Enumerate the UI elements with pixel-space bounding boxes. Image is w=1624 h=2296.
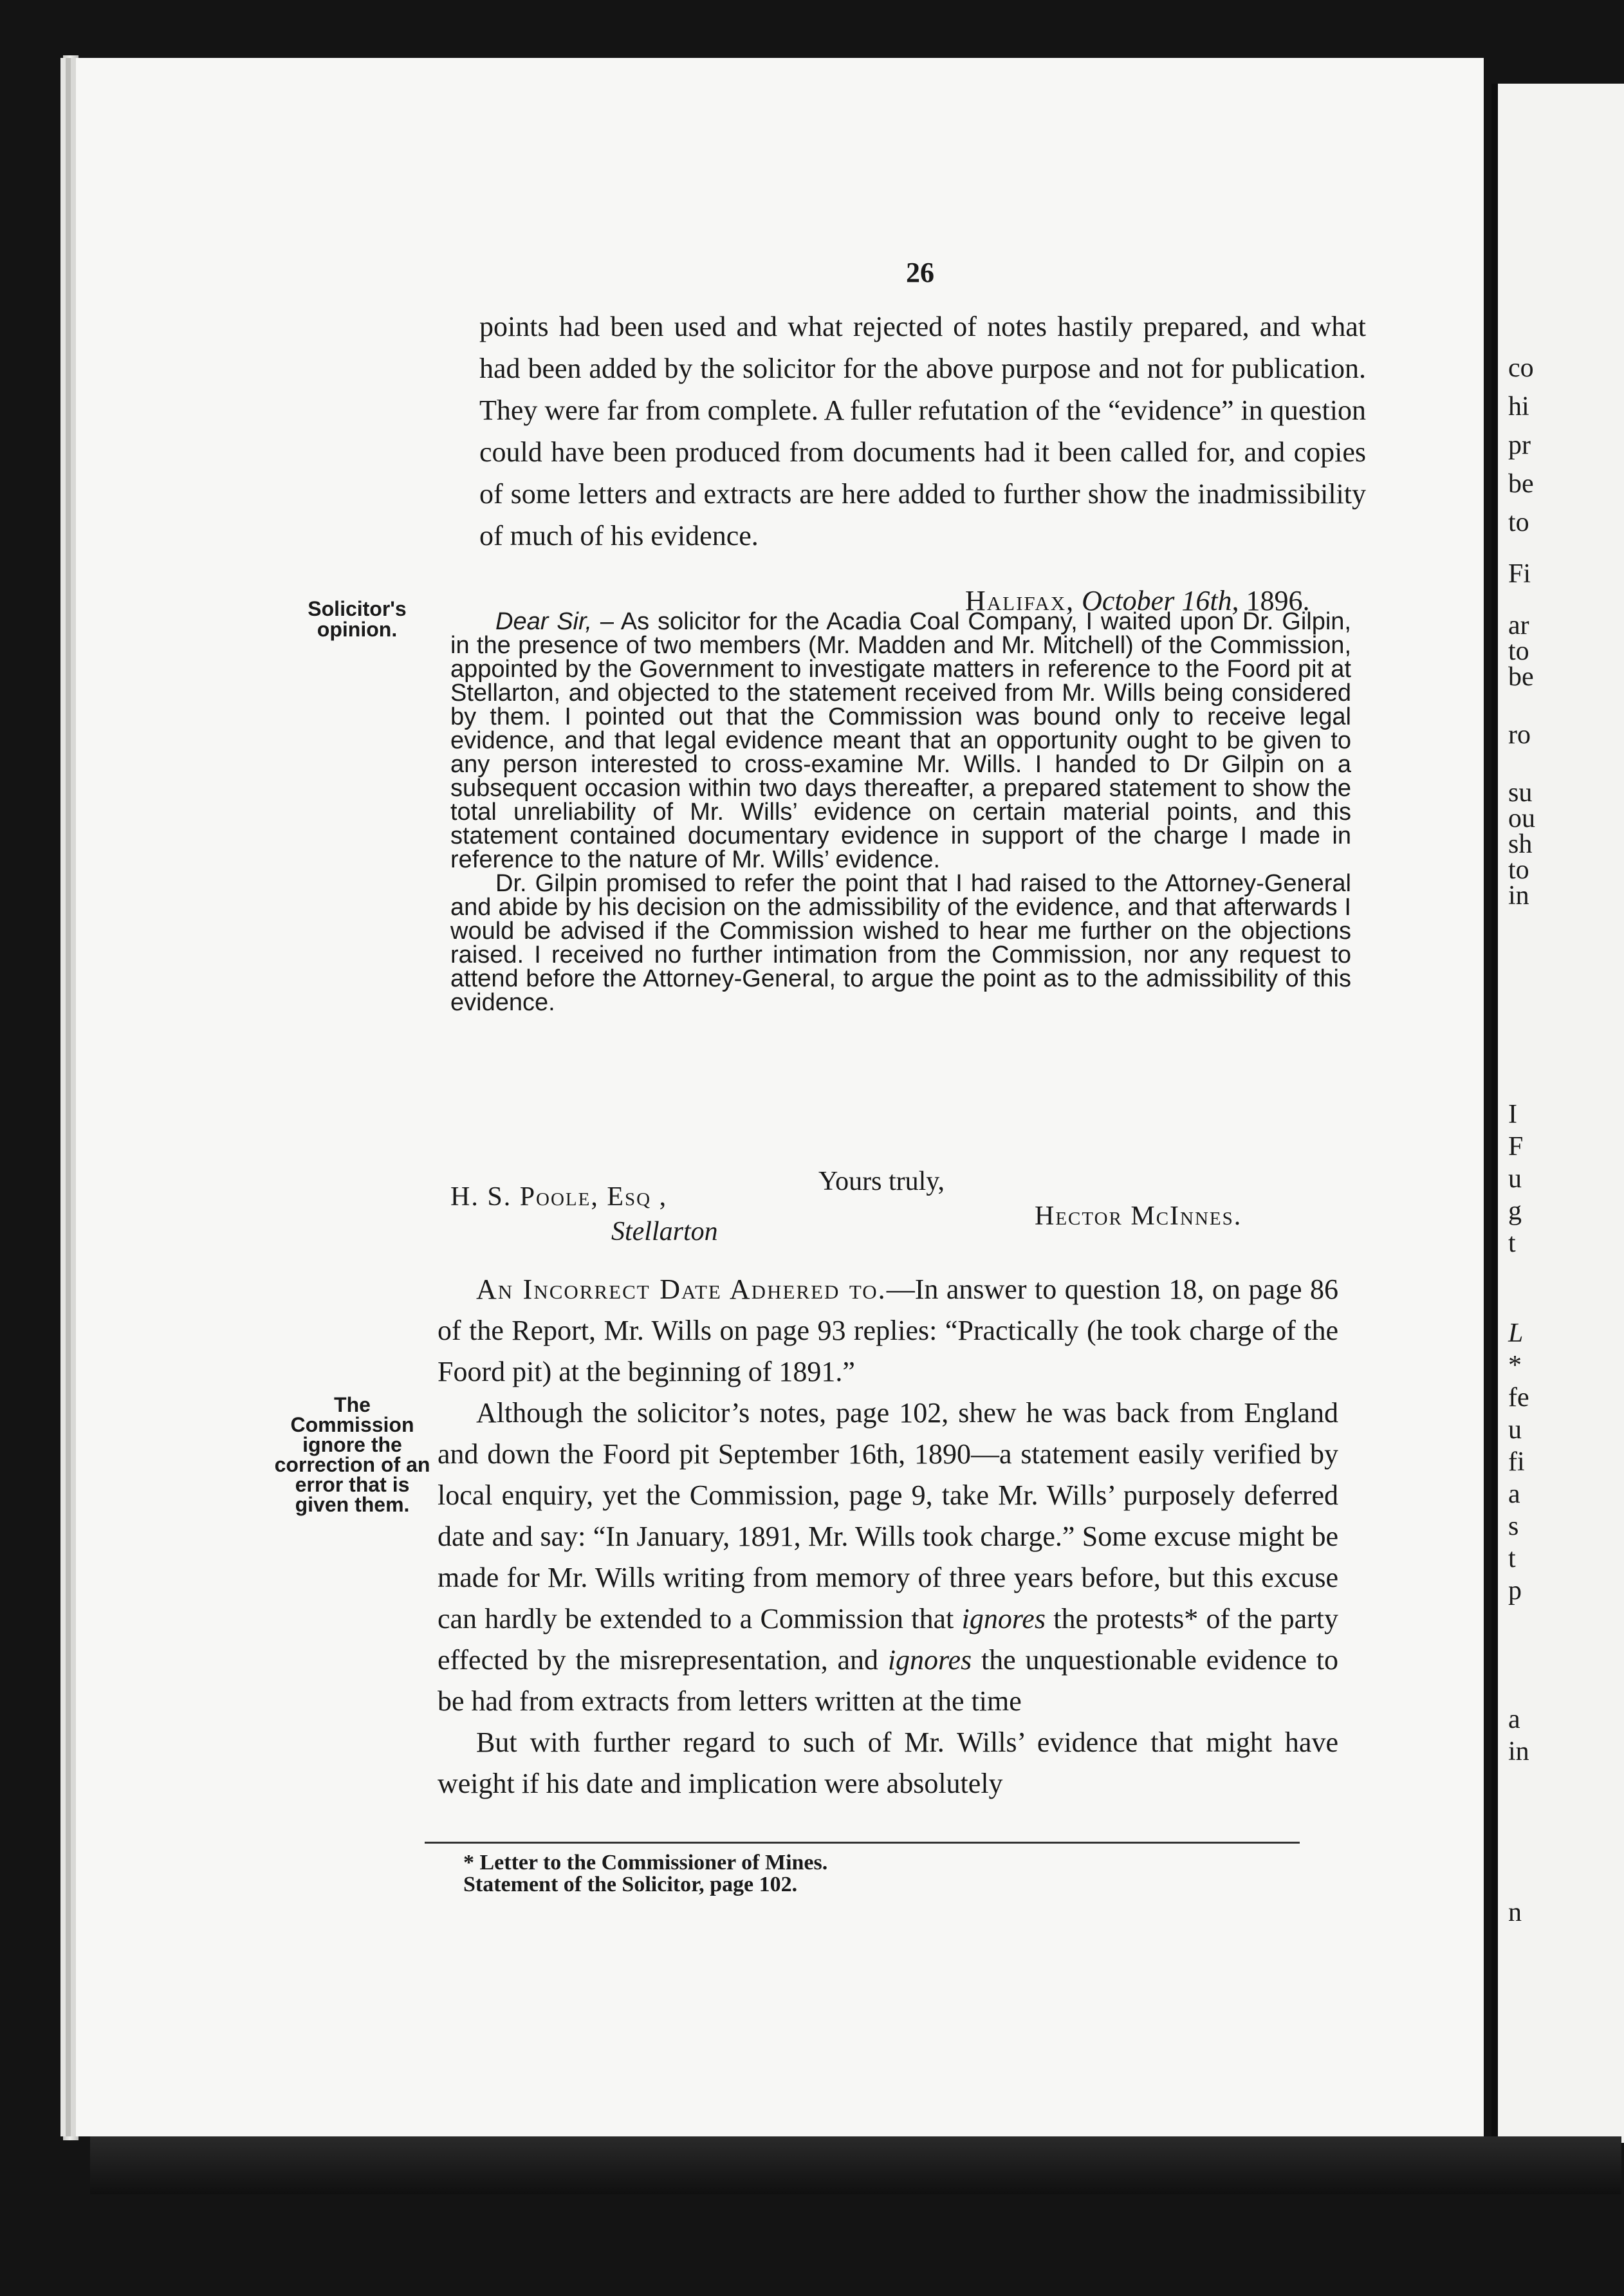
facing-page-fragment: hi xyxy=(1508,392,1529,421)
facing-page-fragment: ou xyxy=(1508,804,1535,833)
facing-page-fragment: t xyxy=(1508,1228,1516,1258)
section-paragraph-1-text: —In answer to question 18, on page 86 of the Report, Mr. Wills on page 93 replies: “Practically (he took charge of the Foord pit) at the beginning of 1891.” xyxy=(438,1273,1338,1387)
letter-paragraph-1-text: – As solicitor for the Acadia Coal Company, I waited upon Dr. Gilpin, in the presence of two members (Mr. Madden and Mr. Mitchell) of the Commission, appointed by the Government to investigate matters in reference to the Foord pit at Stellarton, and objected to the statement received from Mr. Wills being considered by them. I pointed out that the Commission was bound only to receive legal evidence, and that legal evidence meant that an opportunity ought to be given to any person interested to cross-examine Mr. Wills. I handed to Dr Gilpin on a subsequent occasion within two days thereafter, a prepared statement to show the total unreliability of Mr. Wills’ evidence on certain material points, and this statement contained documentary evidence in support of the charge I made in reference to the nature of Mr. Wills’ evidence. xyxy=(450,608,1351,873)
facing-page-fragment: n xyxy=(1508,1898,1522,1927)
footnote-item: Statement of the Solicitor, page 102. xyxy=(463,1873,798,1896)
facing-page-fragment: a xyxy=(1508,1479,1520,1509)
section-paragraph-3: But with further regard to such of Mr. Wills’ evidence that might have weight if his date and implication were absolutely xyxy=(438,1727,1338,1799)
facing-page-fragment: Fi xyxy=(1508,559,1531,589)
facing-page-fragment: su xyxy=(1508,778,1533,808)
section-heading: An Incorrect Date Adhered to. xyxy=(476,1273,887,1305)
letter-salutation: Dear Sir, xyxy=(495,608,593,635)
facing-page-fragment: t xyxy=(1508,1544,1516,1573)
facing-page-fragment: be xyxy=(1508,469,1534,499)
letter-signature: Hector McInnes. xyxy=(1035,1201,1242,1231)
page-number: 26 xyxy=(906,257,934,288)
facing-page-fragment: F xyxy=(1508,1132,1524,1162)
facing-page-fragment: fe xyxy=(1508,1383,1529,1412)
section-paragraph-1 xyxy=(438,1269,1338,1393)
letter-paragraph-1 xyxy=(450,610,1351,872)
facing-page-fragment: to xyxy=(1508,855,1529,885)
facing-page-fragment: u xyxy=(1508,1164,1522,1194)
facing-page-edge xyxy=(1491,84,1624,2143)
facing-page-fragment: co xyxy=(1508,353,1534,383)
dateline-place: Halifax, xyxy=(965,585,1075,616)
emphasis-ignores: ignores xyxy=(961,1603,1046,1634)
emphasis-ignores: ignores xyxy=(887,1644,972,1676)
dateline-year: 1896. xyxy=(1246,585,1310,616)
facing-page-fragment: pr xyxy=(1508,430,1531,460)
facing-page-fragment: * xyxy=(1508,1351,1522,1380)
solicitor-letter xyxy=(450,610,1351,1015)
facing-page-fragment: to xyxy=(1508,508,1529,537)
facing-page-fragment: ar xyxy=(1508,611,1529,640)
facing-page-fragment: to xyxy=(1508,636,1529,666)
facing-page-fragment: a xyxy=(1508,1705,1520,1734)
page-bottom-shadow xyxy=(90,2136,1621,2194)
footnote-rule xyxy=(425,1842,1300,1844)
section-paragraph-2-text: Although the solicitor’s notes, page 102, shew he was back from England and down the Foord pit September 16th, 1890—a statement easily verified by local enquiry, yet the Commission, page 9, take Mr. Wills’ purposely deferred date and say: “In January, 1891, Mr. Wills took charge.” Some excuse might be made for Mr. Wills writing from memory of three years before, but this excuse can hardly be extended to a Commission that xyxy=(438,1397,1338,1634)
letter-closing: Yours truly, xyxy=(818,1167,945,1196)
letter-addressee-place: Stellarton xyxy=(611,1217,718,1246)
section-paragraph-2-text: the protests* of the party effected by the misrepresentation, and xyxy=(438,1603,1339,1676)
facing-page-fragment: be xyxy=(1508,662,1534,692)
facing-page-fragment: sh xyxy=(1508,829,1533,859)
letter-paragraph-2: Dr. Gilpin promised to refer the point that I had raised to the Attorney-General and abide by his decision on the admissibility of the evidence, and that afterwards I would be advised if the Commission wished to hear me further on the objections raised. I received no further intimation from the Commission, nor any request to attend before the Attorney-General, to argue the point as to the admissibility of this evidence. xyxy=(450,870,1351,1016)
section-incorrect-date xyxy=(438,1269,1338,1804)
facing-page-fragment: p xyxy=(1508,1576,1522,1606)
intro-paragraph xyxy=(479,306,1366,557)
footnote-item: * Letter to the Commissioner of Mines. xyxy=(463,1851,828,1875)
intro-paragraph-text: points had been used and what rejected of notes hastily prepared, and what had been added by the solicitor for the above purpose and not for publication. They were far from complete. A fuller refutation of the “evidence” in question could have been produced from documents had it been called for, and copies of some letters and extracts are here added to further show the inadmissibility of much of his evidence. xyxy=(479,311,1366,551)
section-paragraph-2 xyxy=(438,1393,1338,1722)
dateline-date: October 16th, xyxy=(1082,585,1239,616)
facing-page-fragment: u xyxy=(1508,1415,1522,1445)
side-note-solicitors-opinion: Solicitor's opinion. xyxy=(308,597,407,641)
facing-page-fragment: ro xyxy=(1508,720,1531,750)
facing-page-fragment: g xyxy=(1508,1196,1522,1226)
facing-page-fragment: fi xyxy=(1508,1447,1525,1477)
facing-page-fragment: I xyxy=(1508,1100,1517,1129)
facing-page-fragment: s xyxy=(1508,1512,1519,1541)
letter-addressee-name: H. S. Poole, Esq , xyxy=(450,1182,668,1212)
footnotes xyxy=(463,1852,827,1896)
facing-page-fragment: in xyxy=(1508,1737,1529,1766)
facing-page-fragment: L xyxy=(1508,1319,1524,1348)
side-note-commission-ignore: The Commission ignore the correction of an error that is given them. xyxy=(274,1393,430,1516)
facing-page-fragment: in xyxy=(1508,881,1529,911)
section-paragraph-2-text: the unquestionable evidence to be had from extracts from letters written at the time xyxy=(438,1644,1338,1717)
